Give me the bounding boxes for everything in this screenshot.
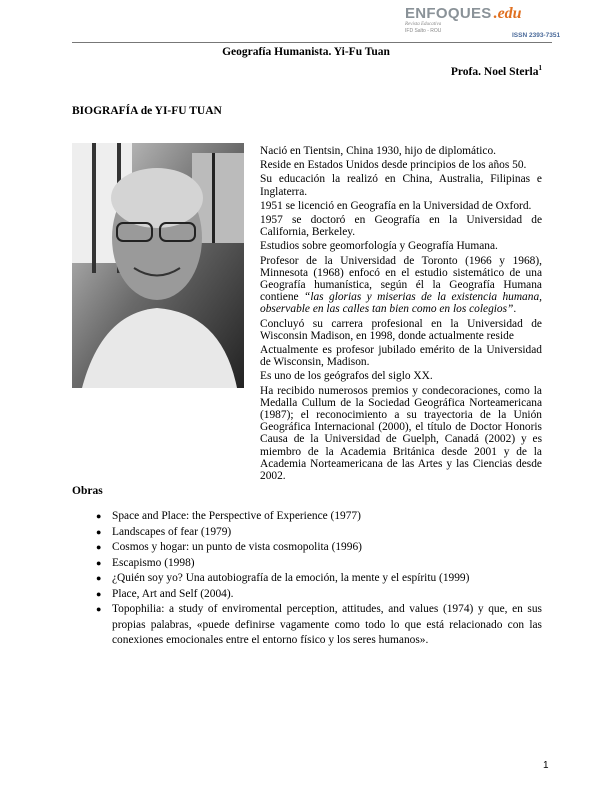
- bio-paragraph: Reside en Estados Unidos desde principios de los años 50.: [260, 159, 527, 172]
- bio-text: Profesor de la Universidad de Toronto (1966 y 1968), Minnesota (1968) enfocó en el estudio sistemático de una Geografía humanística, según él la Geografía Humana contiene: [260, 254, 542, 304]
- list-item: [96, 571, 542, 587]
- work-title: Landscapes of fear (1979): [112, 525, 232, 538]
- bullet-icon: ●: [96, 573, 102, 584]
- bio-paragraph: 1951 se licenció en Geografía en la Universidad de Oxford.: [260, 199, 532, 212]
- bullet-icon: ●: [96, 588, 102, 599]
- list-item: [96, 602, 542, 649]
- list-item: [96, 509, 542, 525]
- list-item: [96, 556, 542, 572]
- biography-heading: BIOGRAFÍA de YI-FU TUAN: [72, 105, 222, 117]
- works-heading: Obras: [72, 485, 103, 498]
- work-title: Escapismo (1998): [112, 556, 195, 569]
- list-item: [96, 525, 542, 541]
- journal-logo: ENFOQUES: [405, 5, 492, 22]
- header-divider: [72, 42, 552, 43]
- bio-paragraph: Es uno de los geógrafos del siglo XX.: [260, 370, 433, 383]
- footnote-marker: 1: [538, 64, 542, 73]
- journal-logo-tagline: Revista Educativa: [405, 22, 442, 27]
- biography-text: [260, 143, 542, 482]
- work-title: Cosmos y hogar: un punto de vista cosmopolita (1996): [112, 541, 362, 554]
- bio-paragraph-toronto: [260, 255, 542, 316]
- bio-paragraph: Ha recibido numerosos premios y condecoraciones, como la Medalla Cullum de la Sociedad Geográfica Norteamericana (1987); el reconocimiento a su trayectoria de la Unión Geográfica Internacional (2000), el título de Doctor Honoris Causa de la Universidad de Guelph, Canadá (2002) y es miembro de la Academia Británica desde 2001 y de la Academia Norteamericana de las Artes y las Ciencias desde 2002.: [260, 384, 542, 483]
- bio-paragraph: 1957 se doctoró en Geografía en la Universidad de California, Berkeley.: [260, 214, 542, 239]
- bullet-icon: ●: [96, 511, 102, 522]
- journal-logo-block: [405, 5, 522, 34]
- bullet-icon: ●: [96, 542, 102, 553]
- main-content: [72, 143, 542, 649]
- portrait-photo: [72, 143, 244, 388]
- author-line: [451, 65, 542, 79]
- bullet-icon: ●: [96, 557, 102, 568]
- list-item: [96, 540, 542, 556]
- list-item: [96, 587, 542, 603]
- page-number: 1: [543, 760, 549, 771]
- work-title: Place, Art and Self (2004).: [112, 587, 234, 600]
- journal-logo-row: [405, 5, 522, 22]
- bio-paragraph: Nació en Tientsin, China 1930, hijo de diplomático.: [260, 145, 497, 157]
- bio-paragraph: Estudios sobre geomorfología y Geografía Humana.: [260, 240, 498, 253]
- works-list: [96, 509, 542, 649]
- bio-paragraph: Su educación la realizó en China, Australia, Filipinas e Inglaterra.: [260, 173, 542, 198]
- work-title: Space and Place: the Perspective of Experience (1977): [112, 510, 361, 523]
- document-title: Geografía Humanista. Yi-Fu Tuan: [222, 46, 390, 58]
- bio-paragraph: Actualmente es profesor jubilado emérito de la Universidad de Wisconsin, Madison.: [260, 344, 542, 369]
- work-title: Topophilia: a study of enviromental perception, attitudes, and values (1974) y que, en sus propias palabras, «puede definirse vagamente como todo lo que está relacionado con las conexiones emocionales entre el entorno físico y los seres humanos».: [112, 603, 542, 647]
- bullet-icon: ●: [96, 604, 102, 615]
- journal-logo-institution: IFD Salto - ROU: [405, 28, 442, 34]
- bio-quote: “las glorias y miserias de la existencia humana, observable en las calles tan bien como en los colegios”: [260, 291, 542, 316]
- issn-label: ISSN 2393-7351: [512, 32, 561, 39]
- bullet-icon: ●: [96, 526, 102, 537]
- bio-paragraph: Concluyó su carrera profesional en la Universidad de Wisconsin Madison, en 1998, donde actualmente reside: [260, 317, 542, 342]
- journal-logo-suffix: .edu: [493, 5, 522, 22]
- work-title: ¿Quién soy yo? Una autobiografía de la emoción, la mente y el espíritu (1999): [112, 572, 470, 585]
- bio-text: .: [513, 303, 517, 316]
- author-name: Profa. Noel Sterla: [450, 66, 539, 78]
